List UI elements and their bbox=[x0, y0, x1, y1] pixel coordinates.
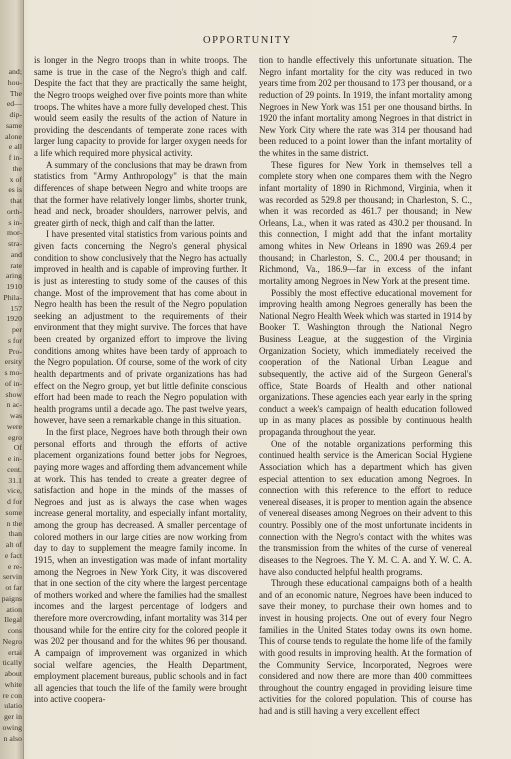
adjacent-page-text-fragment: aring bbox=[5, 271, 22, 281]
page-number: 7 bbox=[452, 35, 458, 46]
paragraph: is longer in the Negro troops than in white troops. The same is true in the case of the Negro's thigh and calf. Despite the fact that they are practically the same height, the Negro troops weighed over five points more than white troops. The whites have a more fully developed chest. This would seem easily the results of the action of Nature in providing the descendants of temperate zone races with larger lung capacity to provide for larger oxygen needs for a life which required more physical activity. bbox=[34, 55, 247, 158]
adjacent-page-text-fragment: 1910 bbox=[6, 282, 22, 291]
adjacent-page-text-fragment: s mo- bbox=[4, 368, 22, 377]
adjacent-page-text-fragment: mor- bbox=[7, 228, 22, 238]
adjacent-page-text-fragment: ersity bbox=[4, 357, 22, 367]
adjacent-page-text-fragment: servin bbox=[2, 572, 22, 582]
adjacent-page-text-fragment: ertai bbox=[8, 647, 22, 657]
adjacent-page-text-fragment: was bbox=[9, 411, 22, 420]
adjacent-page-text-fragment: and; bbox=[8, 67, 22, 76]
adjacent-page-text-fragment: the bbox=[12, 163, 22, 173]
adjacent-page-text-fragment: e all bbox=[8, 142, 22, 152]
paragraph: I have presented vital statistics from various points and given facts concerning the Negro's general physical condition to show conclusively that the Negro has actually improved in health and is capable of improving further. It is just as interesting to study some of the causes of this change. Most of the improvement that has come about in Negro health has been the result of the Negro population seeking an adjustment to the requirements of their environment that they might survive. The forces that have been created by organized effort to improve the living conditions among whites have been tardy of approach to the Negro population. Of course, some of the work of city health departments and of private organizations has had effect on the Negro group, yet but little definite conscious effort had been made to reach the Negro population with health programs until a decade ago. The past twelve years, however, have seen a remarkable change in this situation. bbox=[34, 229, 247, 426]
adjacent-page-text-fragment: ot far bbox=[5, 583, 22, 592]
adjacent-page-text-fragment: n the bbox=[6, 518, 22, 528]
adjacent-page-text-fragment: tically bbox=[2, 658, 22, 668]
adjacent-page-text-fragment: d for bbox=[7, 497, 22, 506]
adjacent-page-text-fragment: alt of bbox=[5, 540, 22, 549]
right-text-column bbox=[259, 55, 472, 718]
adjacent-page-text-fragment: Of bbox=[13, 443, 22, 453]
adjacent-page-text-fragment: ed— bbox=[6, 99, 22, 109]
adjacent-page-text-fragment: same bbox=[5, 120, 22, 130]
adjacent-page-text-fragment: rate bbox=[10, 260, 22, 270]
adjacent-page-text-fragment: owing bbox=[2, 722, 22, 732]
adjacent-page-text-fragment: n also bbox=[3, 733, 22, 743]
adjacent-page-text-fragment: dip- bbox=[9, 110, 22, 119]
adjacent-page-text-fragment: Negro bbox=[2, 636, 22, 646]
paragraph: These figures for New York in themselves tell a complete story when one compares them with the Negro infant mortality of 1890 in Richmond, Virginia, when it was recorded as 529.8 per thousand; in Charleston, S. C., when it was recorded as 461.7 per thousand; in New Orleans, La., when it was rated as 430.2 per thousand. In this connection, I might add that the infant mortality among whites in New Orleans in 1890 was 269.4 per thousand; in Charleston, S. C., 200.4 per thousand; in Richmond, Va., 186.9—far in excess of the infant mortality among Negroes in New York at the present time. bbox=[259, 159, 472, 286]
paragraph: Possibly the most effective educational movement for improving health among Negroes generally has been the National Negro Health Week which was started in 1914 by Booker T. Washington through the National Negro Business League, at the suggestion of the Virginia Organization Society, which immediately received the cooperation of the National Urban League and subsequently, the active aid of the Surgeon General's office, State Boards of Health and other national organizations. These agencies each year early in the spring conduct a week's campaign of health education followed up in as many places as possible by continuous health propaganda throughout the year. bbox=[259, 287, 472, 437]
adjacent-page-text-fragment: vice, bbox=[7, 486, 22, 496]
adjacent-page-text-fragment: e re- bbox=[7, 561, 22, 571]
running-header-title: OPPORTUNITY bbox=[203, 35, 292, 46]
adjacent-page-text-fragment: per bbox=[12, 325, 22, 334]
adjacent-page-text-fragment: some bbox=[5, 507, 22, 517]
adjacent-page-text-fragment: e fact bbox=[4, 550, 22, 560]
left-text-column bbox=[34, 55, 247, 706]
paragraph: One of the notable organizations performing this continued health service is the American Social Hygiene Association which has a department which has given especial attention to sex education among Negroes. In connection with this reference to the effort to reduce venereal diseases, it is proper to mention again the absence of venereal diseases among Negroes on their advent to this country. Possibly one of the most unfortunate incidents in connection with the Negro's contact with the whites was the transmission from the whites of the curse of venereal diseases to the Negroes. The Y. M. C. A. and Y. W. C. A. have also conducted helpful health programs. bbox=[259, 438, 472, 577]
adjacent-page-text-fragment: es is bbox=[8, 185, 22, 195]
paragraph: tion to handle effectively this unfortunate situation. The Negro infant mortality for the city was reduced in two years time from 202 per thousand to 173 per thousand, or a reduction of 29 points. In 1919, the infant mortality among Negroes in New York was 151 per one thousand births. In 1920 the infant mortality among Negroes in that district in New York City where the rate was 314 per thousand had been reduced to a point lower than the infant mortality of the whites in the same district. bbox=[259, 55, 472, 158]
adjacent-page-text-fragment: f in- bbox=[8, 153, 22, 162]
adjacent-page-text-fragment: s in- bbox=[8, 217, 22, 227]
adjacent-page-text-fragment: about bbox=[4, 669, 22, 678]
adjacent-page-text-fragment: Phila- bbox=[3, 292, 22, 302]
adjacent-page-text-fragment: hou- bbox=[7, 77, 22, 87]
adjacent-page-text-fragment: ger in bbox=[4, 712, 22, 721]
adjacent-page-text-fragment: that bbox=[10, 196, 22, 205]
adjacent-page-text-fragment: s for bbox=[7, 335, 22, 345]
adjacent-page-text-fragment: n ac- bbox=[6, 400, 22, 410]
paragraph: A summary of the conclusions that may be drawn from statistics from "Army Anthropology" is that the main differences of shape between Negro and white troops are that the former have relatively longer limbs, shorter trunk, head and neck, broader shoulders, narrower pelvis, and greater girth of neck, thigh and calf than the latter. bbox=[34, 159, 247, 228]
adjacent-page-text-fragment: The bbox=[9, 88, 22, 98]
adjacent-page-text-fragment: ulatio bbox=[4, 701, 22, 711]
adjacent-page-text-fragment: 31.1 bbox=[8, 475, 22, 485]
paragraph: Through these educational campaigns both of a health and of an economic nature, Negroes have been induced to save their money, to purchase their own homes and to invest in housing projects. One out of every four Negro families in the United States today owns its own home. This of course tends to regulate the home life of the family with good results in improving health. At the formation of the Community Service, Incorporated, Negroes were considered and now there are more than 400 committees throughout the country engaged in providing leisure time activities for the colored population. This of course has had and is still having a very excellent effect bbox=[259, 578, 472, 716]
adjacent-page-margin bbox=[0, 0, 24, 759]
adjacent-page-text-fragment: e in- bbox=[7, 454, 22, 463]
adjacent-page-text-fragment: paigns bbox=[1, 593, 22, 603]
paragraph: In the first place, Negroes have both through their own personal efforts and through the efforts of active placement organizations found better jobs for Negroes, paying more wages and affording them advancement while at work. This has tended to create a greater degree of satisfaction and hope in the minds of the masses of Negroes and just as is always the case when wages increase general mortality, and especially infant mortality, among the group has decreased. A smaller percentage of colored mothers in our large cities are now working from day to day to supplement the meagre family income. In 1915, when an investigation was made of infant mortality among the Negroes in New York City, it was discovered that in one section of the city where the largest percentage of mothers worked and where the families had the smallest incomes and the largest percentage of lodgers and therefore more overcrowding, infant mortality was 314 per thousand while for the entire city for the colored people it was 202 per thousand and for the whites 96 per thousand. A campaign of improvement was organized in which social welfare agencies, the Health Department, employment placement bureaus, public schools and in fact all agencies that touch the life of the family were brought into active coopera- bbox=[34, 427, 248, 705]
adjacent-page-text-fragment: 1920 bbox=[6, 314, 22, 324]
adjacent-page-text-fragment: ation bbox=[6, 604, 22, 614]
adjacent-page-text-fragment: and bbox=[10, 249, 22, 259]
adjacent-page-text-fragment: x of bbox=[9, 174, 22, 184]
adjacent-page-text-fragment: Pro- bbox=[8, 346, 22, 356]
adjacent-page-text-fragment: white bbox=[4, 679, 22, 689]
adjacent-page-text-fragment: were bbox=[6, 421, 22, 431]
adjacent-page-text-fragment: stra- bbox=[8, 239, 22, 248]
adjacent-page-text-fragment: than bbox=[8, 529, 22, 539]
adjacent-page-text-fragment: Ilegal bbox=[4, 615, 22, 625]
adjacent-page-text-fragment: orth- bbox=[6, 206, 22, 216]
adjacent-page-text-fragment: 157 bbox=[10, 303, 22, 313]
adjacent-page-text-fragment: of in- bbox=[4, 378, 22, 388]
adjacent-page-text-fragment: alone bbox=[5, 131, 22, 141]
adjacent-page-text-fragment: egro bbox=[8, 432, 22, 442]
adjacent-page-text-fragment: show bbox=[5, 389, 22, 399]
adjacent-page-text-fragment: re con bbox=[2, 690, 22, 700]
adjacent-page-text-fragment: cons bbox=[7, 626, 22, 635]
adjacent-page-text-fragment: cent. bbox=[7, 464, 22, 474]
